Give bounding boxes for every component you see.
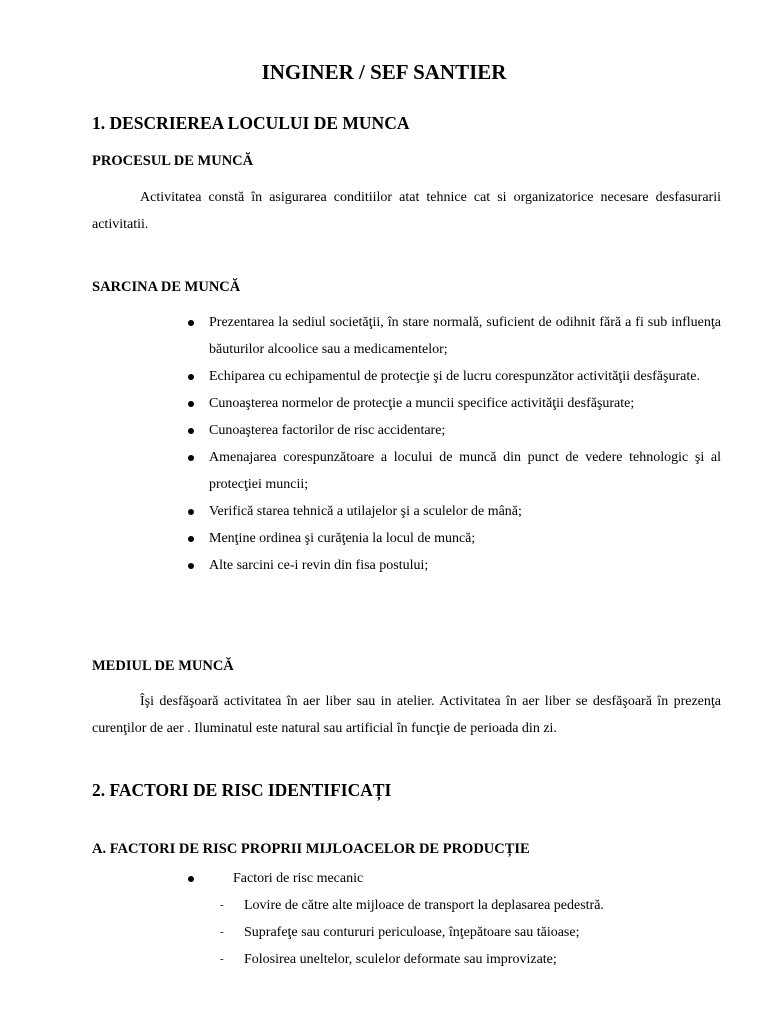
dash-marker-icon: - bbox=[220, 953, 224, 965]
bullet-icon bbox=[188, 536, 194, 542]
bullet-icon bbox=[188, 401, 194, 407]
procesul-heading: PROCESUL DE MUNCĂ bbox=[92, 153, 254, 169]
list-item: Amenajarea corespunzătoare a locului de muncă din punct de vedere tehnologic şi al protecţiei muncii; bbox=[188, 444, 721, 498]
dash-marker-icon: - bbox=[220, 899, 224, 911]
mediul-heading: MEDIUL DE MUNCĂ bbox=[92, 658, 234, 674]
bullet-icon bbox=[188, 374, 194, 380]
list-item: Echiparea cu echipamentul de protecţie şi de lucru corespunzător activităţii desfăşurate. bbox=[188, 363, 721, 390]
list-item: Cunoaşterea normelor de protecţie a muncii specifice activităţii desfăşurate; bbox=[188, 390, 721, 417]
list-item: Menţine ordinea şi curăţenia la locul de muncă; bbox=[188, 525, 721, 552]
risk-category-label: Factori de risc mecanic bbox=[233, 871, 364, 886]
factori-a-heading: A. FACTORI DE RISC PROPRII MIJLOACELOR DE PRODUCȚIE bbox=[92, 841, 530, 857]
bullet-icon bbox=[188, 563, 194, 569]
list-item: Cunoaşterea factorilor de risc accidentare; bbox=[188, 417, 721, 444]
document-title: INGINER / SEF SANTIER bbox=[261, 60, 507, 84]
list-item: - Lovire de către alte mijloace de transport la deplasarea pedestră. bbox=[218, 892, 738, 919]
list-item: Prezentarea la sediul societăţii, în stare normală, suficient de odihnit fără a fi sub influenţa băuturilor alcoolice sau a medicamentelor; bbox=[188, 309, 721, 363]
risk-subitems-list bbox=[218, 892, 738, 973]
dash-marker-icon: - bbox=[220, 926, 224, 938]
bullet-icon bbox=[188, 455, 194, 461]
bullet-icon bbox=[188, 428, 194, 434]
mediul-text: Îşi desfăşoară activitatea în aer liber sau in atelier. Activitatea în aer liber se desfăşoară în prezenţa curenţilor de aer . Iluminatul este natural sau artificial în funcţie de perioada din zi. bbox=[92, 694, 721, 736]
sarcina-heading: SARCINA DE MUNCĂ bbox=[92, 279, 241, 295]
list-item: Alte sarcini ce-i revin din fisa postului; bbox=[188, 552, 721, 579]
list-item: - Folosirea uneltelor, sculelor deformate sau improvizate; bbox=[218, 946, 738, 973]
sarcina-list bbox=[188, 309, 721, 579]
section-1-heading: 1. DESCRIEREA LOCULUI DE MUNCA bbox=[92, 113, 410, 133]
section-2-heading: 2. FACTORI DE RISC IDENTIFICAȚI bbox=[92, 780, 392, 800]
list-item: Verifică starea tehnică a utilajelor şi a sculelor de mână; bbox=[188, 498, 721, 525]
bullet-icon bbox=[188, 320, 194, 326]
procesul-paragraph bbox=[92, 185, 721, 238]
list-item: - Suprafeţe sau contururi periculoase, înţepătoare sau tăioase; bbox=[218, 919, 738, 946]
mediul-paragraph bbox=[92, 689, 721, 742]
bullet-icon bbox=[188, 509, 194, 515]
bullet-icon bbox=[188, 876, 194, 882]
procesul-text: Activitatea constă în asigurarea conditiilor atat tehnice cat si organizatorice necesare desfasurarii activitatii. bbox=[92, 190, 721, 232]
